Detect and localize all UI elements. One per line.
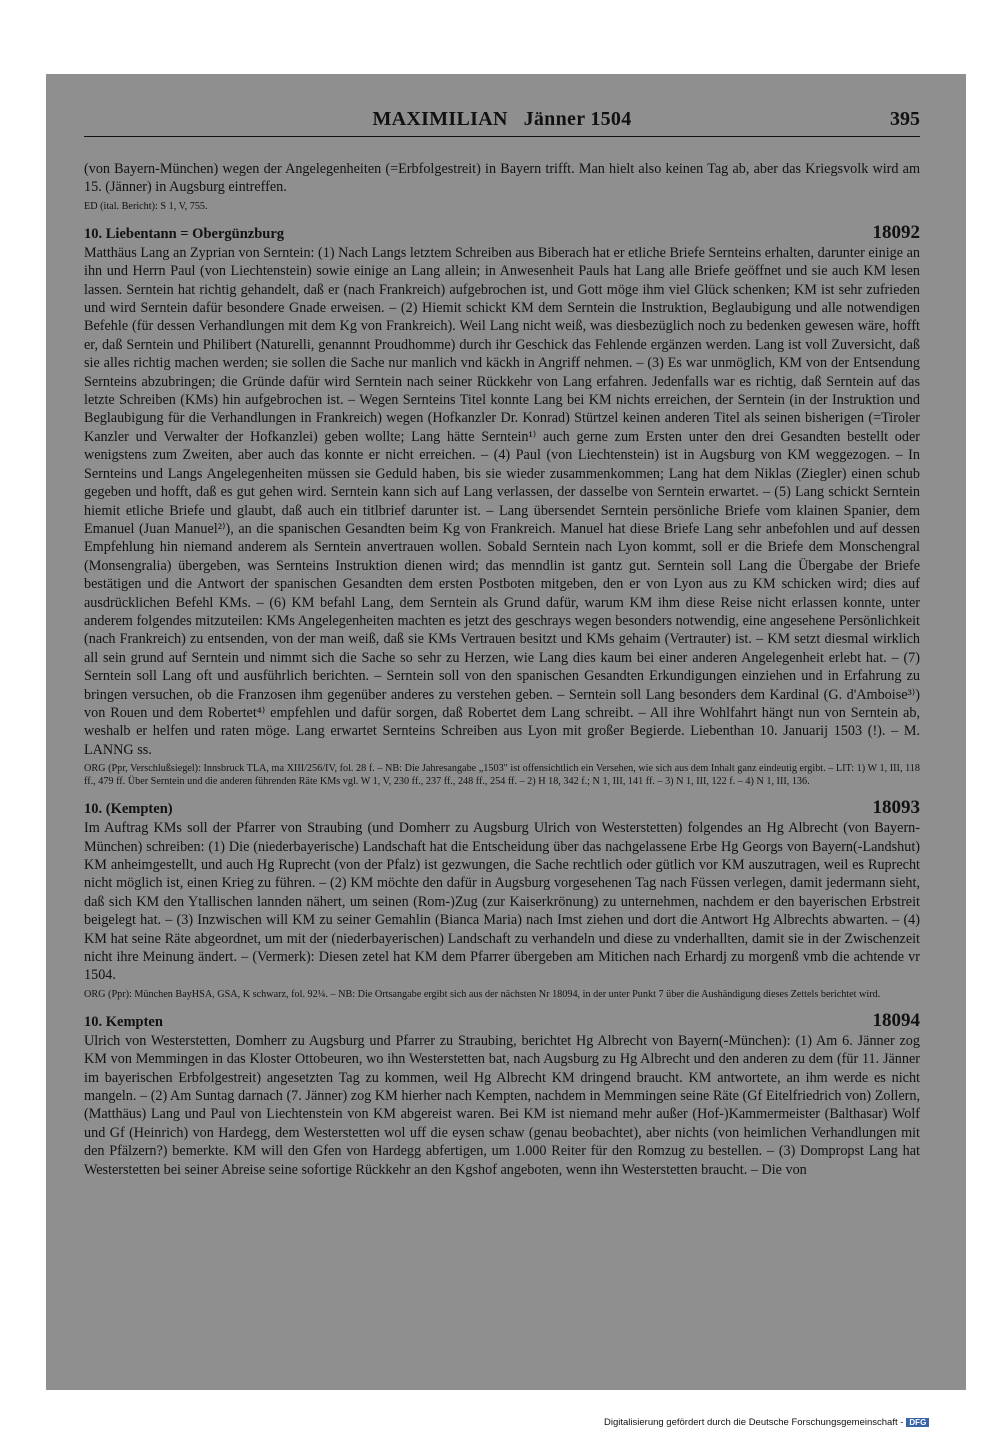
entry-18092 (84, 222, 920, 788)
page-number: 395 (890, 108, 920, 130)
entry-text: Matthäus Lang an Zyprian von Serntein: (1) Nach Langs letztem Schreiben aus Biberach hat er etliche Briefe Sernteins erhalten, darunter einige an ihn und Herrn Paul (von Liechtenstein) sowie einige an Lang allein; in Anwesenheit Pauls hat Lang alle Briefe geöffnet und sie auch KM lesen lassen. Serntein hat richtig gehandelt, daß er (nach Frankreich) aufgebrochen ist, und Gott möge ihm viel Glück schenken; KM ist sehr zufrieden und wird Serntein dafür besondere Gnade erweisen. – (2) Hiemit schickt KM dem Serntein die Instruktion, Beglaubigung und alle notwendigen Befehle (für dessen Verhandlungen mit dem Kg von Frankreich). Weil Lang nicht weiß, was diesbezüglich noch zu bedenken gewesen wäre, hofft er, daß Serntein und Philibert (Naturelli, genannnt Proudhomme) durch ihr Geschick das Fehlende ergänzen werden. Lang ist voll Zuversicht, daß sie alles richtig machen werden; sie sollen die Sache nur manlich vnd käckh in Angriff nehmen. – (3) Es war unmöglich, KM von der Entsendung Sernteins abzubringen; die Gründe dafür wird Serntein nach seiner Rückkehr von Lang erfahren. Jedenfalls war es richtig, daß Serntein auf das letzte Schreiben (KMs) hin aufgebrochen ist. – Wegen Sernteins Titel konnte Lang bei KM nichts erreichen, der Serntein (in der Instruktion und Beglaubigung für die Verhandlungen in Frankreich) wegen (Hofkanzler Dr. Konrad) Stürtzel keinen anderen Titel als seinen bisherigen (=Tiroler Kanzler und Verwalter der Hofkanzlei) geben wollte; Lang hätte Serntein¹⁾ auch gerne zum Ersten unter den drei Gesandten bestellt oder wenigstens zum Zweiten, aber auch das konnte er nicht erreichen. – (4) Paul (von Liechtenstein) ist in Augsburg von KM weggezogen. – In Sernteins und Langs Angelegenheiten müssen sie Geduld haben, bis sie wieder zusammenkommen; Lang hat dem Niklas (Ziegler) einen schub gegeben und hofft, daß es gut gehen wird. Serntein kann sich auf Lang verlassen, der dasselbe von Serntein erwartet. – (5) Lang schickt Serntein hiemit etliche Briefe und glaubt, daß auch ein titlbrief darunter ist. – Lang übersendet Serntein persönliche Briefe vom klainen Spanier, dem Emanuel (Juan Manuel²⁾), an die spanischen Gesandten beim Kg von Frankreich. Manuel hat diese Briefe Lang sehr anbefohlen und auf dessen Empfehlung hin niemand anderem als Serntein anvertrauen wollen. Sobald Serntein nach Lyon kommt, soll er die Briefe dem Monschengral (Monsengralia) übergeben, was Sernteins Instruktion dienen wird; das menndlin ist gantz gut. Serntein soll Lang die Übergabe der Briefe bestätigen und die Antwort der spanischen Gesandten dem ersten Postboten mitgeben, den er von Lyon aus zu KM schicken wird; dies auf ausdrücklichen Befehl KMs. – (6) KM befahl Lang, dem Serntein als Grund dafür, warum KM ihm diese Reise nicht erlassen konnte, unter anderem folgendes mitzuteilen: KMs Angelegenheiten machten es jetzt des geschrays wegen besonders notwendig, eine angesehene Persönlichkeit (nach Frankreich) zu entsenden, von der man weiß, daß sie KMs Vertrauen besitzt und KMs gehaim (Vertrauter) ist. – KM setzt diesmal wirklich all sein grund auf Serntein und nimmt sich die Sache so sehr zu Herzen, wie Lang dies kaum bei einer anderen Angelegenheit erlebt hat. – (7) Serntein soll Lang oft und ausführlich berichten. – Serntein soll von den spanischen Gesandten Erkundigungen einziehen und in Erfahrung zu bringen versuchen, ob die Franzosen ihm gegenüber anderes zu verstehen geben. – Serntein soll Lang besonders dem Kardinal (G. d'Amboise³⁾) von Rouen und dem Robertet⁴⁾ empfehlen und dafür sorgen, daß Robertet dem Lang schreibt. – All ihre Wohlfahrt hängt nun von Serntein ab, weshalb er helfen und raten möge. Lang erwartet Sernteins Schreiben aus Lyon mit großer Begierde. Liebenthan 10. Januarij 1503 (!). – M. LANNG ss. (84, 244, 920, 758)
entry-number: 18093 (872, 797, 920, 819)
entry-heading (84, 1010, 920, 1032)
dfg-logo: DFG (906, 1418, 929, 1427)
intro-note: ED (ital. Bericht): S 1, V, 755. (84, 200, 208, 212)
entry-location: 10. (Kempten) (84, 801, 173, 818)
running-title: MAXIMILIAN Jänner 1504 (372, 108, 632, 130)
entry-location: 10. Liebentann = Obergünzburg (84, 225, 285, 242)
page-content (84, 160, 920, 1179)
entry-18093 (84, 797, 920, 1001)
funding-footer (604, 1417, 929, 1428)
header-rule (84, 136, 920, 137)
page-header (84, 108, 920, 134)
entry-number: 18094 (872, 1009, 920, 1031)
entry-text: Ulrich von Westerstetten, Domherr zu Augsburg und Pfarrer zu Straubing, berichtet Hg Albrecht von Bayern(-München): (1) Am 6. Jänner zog KM von Memmingen in das Kloster Ottobeuren, wo ihn Westerstetten bat, nach Augsburg zu Hg Albrecht und den anderen zu dem (für 11. Jänner im bayerischen Erbfolgestreit) angesetzten Tag zu kommen, weil Hg Albrecht KM dringend braucht. KM antwortete, an ihm werde es nicht mangeln. – (2) Am Suntag darnach (7. Jänner) zog KM hierher nach Kempten, nachdem in Memmingen seine Räte (Gf Eitelfriedrich von) Zollern, (Matthäus) Lang und Paul von Liechtenstein von KM abgereist waren. Bei KM ist niemand mehr außer (Hof-)Kammermeister (Balthasar) Wolf und Gf (Heinrich) von Hardegg, dem Westerstetten wol uff die eysen schaw (genau beobachtet), aber nichts (von heimlichen Verhandlungen mit den Pfälzern?) bemerkte. KM will den Gfen von Hardegg abfertigen, um 1.000 Reiter für den Romzug zu bestellen. – (3) Dompropst Lang hat Westerstetten bei seiner Abreise seine sofortige Rückkehr an den Kgshof angeboten, wenn ihn Westerstetten braucht. – Die von (84, 1032, 920, 1178)
entry-heading (84, 222, 920, 244)
entry-note: ORG (Ppr): München BayHSA, GSA, K schwarz, fol. 92¼. – NB: Die Ortsangabe ergibt sich aus der nächsten Nr 18094, in der unter Punkt 7 über die Aushändigung dieses Zettels berichtet wird. (84, 988, 881, 1000)
footer-text: Digitalisierung gefördert durch die Deutsche Forschungsgemeinschaft - (604, 1417, 904, 1428)
entry-note: ORG (Ppr, Verschlußsiegel): Innsbruck TLA, ma XIII/256/IV, fol. 28 f. – NB: Die Jahresangabe „1503" ist offensichtlich ein Versehen, wie sich aus dem Inhalt ganz eindeutig ergibt. – LIT: 1) W 1, III, 118 ff., 479 ff. Über Serntein und die anderen führenden Räte KMs vgl. W 1, V, 230 ff., 237 ff., 248 ff., 254 ff. – 2) H 18, 342 f.; N 1, III, 141 ff. – 3) N 1, III, 122 f. – 4) N 1, III, 136. (84, 763, 920, 788)
intro-text: (von Bayern-München) wegen der Angelegenheiten (=Erbfolgestreit) in Bayern trifft. Man hielt also keinen Tag ab, aber das Kriegsvolk wird am 15. (Jänner) in Augsburg eintreffen. (84, 161, 920, 196)
entry-18094 (84, 1010, 920, 1179)
entry-heading (84, 797, 920, 819)
entry-text: Im Auftrag KMs soll der Pfarrer von Straubing (und Domherr zu Augsburg Ulrich von Westerstetten) folgendes an Hg Albrecht (von Bayern-München) schreiben: (1) Die (niederbayerische) Landschaft hat die Entscheidung über das nachgelassene Erbe Hg Georgs von Bayern(-Landshut) KM anheimgestellt, und auch Hg Ruprecht (von der Pfalz) ist gezwungen, die Sache rechtlich oder gütlich vor KM auszutragen, weil es Ruprecht nicht möglich ist, einen Krieg zu führen. – (2) KM möchte den dafür in Augsburg vorgesehenen Tag nach Füssen verlegen, damit jedermann sieht, daß sich KM den Ytallischen lannden nähert, um seinen (Rom-)Zug (zur Kaiserkrönung) zu unternehmen, nachdem er den bayerischen Erbstreit beigelegt hat. – (3) Inzwischen will KM zu seiner Gemahlin (Bianca Maria) nach Imst ziehen und dort die Antwort Hg Albrechts abwarten. – (4) KM hat seine Räte abgeordnet, um mit der (niederbayerischen) Landschaft zu verhandeln und diese zu vnderhallten, damit sie in der Zwischenzeit nicht ihre Meinung ändert. – (Vermerk): Diesen zetel hat KM dem Pfarrer übergeben am Mitichen nach Erhardj zu morgenß vmb die achtende vr 1504. (84, 820, 920, 984)
entry-location: 10. Kempten (84, 1013, 163, 1030)
entry-number: 18092 (872, 221, 920, 243)
